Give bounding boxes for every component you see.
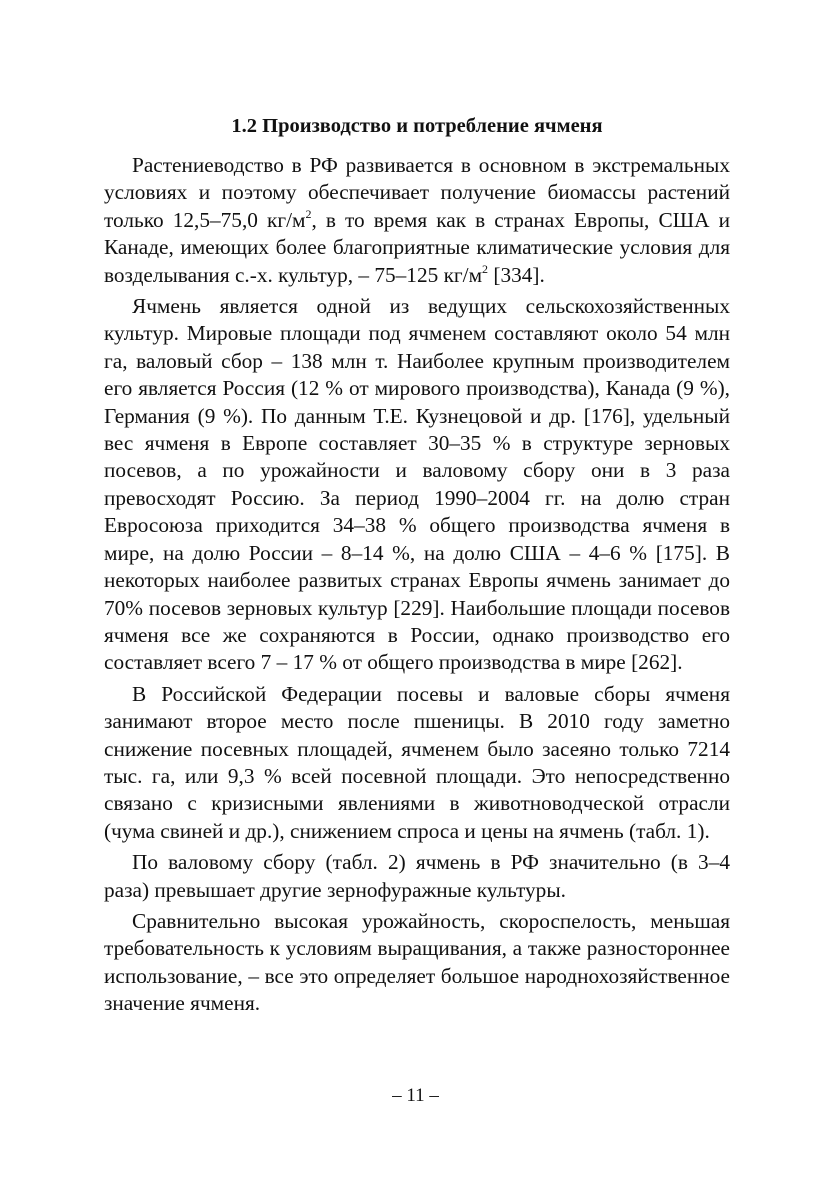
- section-title: 1.2 Производство и потребление ячменя: [231, 115, 603, 137]
- paragraph-4-text: По валовому сбору (табл. 2) ячмень в РФ значительно (в 3–4 раза) превышает другие зернофуражные культуры.: [104, 850, 730, 902]
- paragraph-4: [104, 849, 730, 904]
- paragraph-1-text-b: , в то время как в странах Европы, США и Канаде, имеющих более благоприятные климатические условия для возделывания с.-х. культур, – 75–125 кг/м: [104, 207, 730, 287]
- page-body: [104, 112, 730, 1022]
- page-number: – 11 –: [392, 1085, 439, 1106]
- paragraph-5: [104, 908, 730, 1018]
- paragraph-3-text: В Российской Федерации посевы и валовые сборы ячменя занимают второе место после пшеницы. В 2010 году заметно снижение посевных площадей, ячменем было засеяно только 7214 тыс. га, или 9,3 % всей посевной площади. Это непосредственно связано с кризисными явлениями в животноводческой отрасли (чума свиней и др.), снижением спроса и цены на ячмень (табл. 1).: [104, 681, 730, 843]
- paragraph-5-text: Сравнительно высокая урожайность, скороспелость, меньшая требовательность к условиям выращивания, а также разностороннее использование, – все это определяет большое народнохозяйственное значение ячменя.: [104, 908, 730, 1016]
- paragraph-1-text-c: [334].: [488, 262, 545, 287]
- paragraph-2-text: Ячмень является одной из ведущих сельскохозяйственных культур. Мировые площади под ячменем составляют около 54 млн га, валовый сбор – 138 млн т. Наиболее крупным производителем его является Россия (12 % от мирового производства), Канада (9 %), Германия (9 %). По данным Т.Е. Кузнецовой и др. [176], удельный вес ячменя в Европе составляет 30–35 % в структуре зерновых посевов, а по урожайности и валовому сбору они в 3 раза превосходят Россию. За период 1990–2004 гг. на долю стран Евросоюза приходится 34–38 % общего производства ячменя в мире, на долю России – 8–14 %, на долю США – 4–6 % [175]. В некоторых наиболее развитых странах Европы ячмень занимает до 70% посевов зерновых культур [229]. Наибольшие площади посевов ячменя все же сохраняются в России, однако производство его составляет всего 7 – 17 % от общего производства в мире [262].: [104, 294, 730, 675]
- paragraph-2: [104, 293, 730, 677]
- paragraph-3: [104, 681, 730, 845]
- paragraph-1-text-a: Растениеводство в РФ развивается в основном в экстремальных условиях и поэтому обеспечивает получение биомассы растений только 12,5–75,0 кг/м: [104, 153, 730, 232]
- superscript-squared-1: 2: [305, 206, 312, 221]
- superscript-squared-2: 2: [482, 261, 489, 276]
- paragraph-1: [104, 152, 730, 289]
